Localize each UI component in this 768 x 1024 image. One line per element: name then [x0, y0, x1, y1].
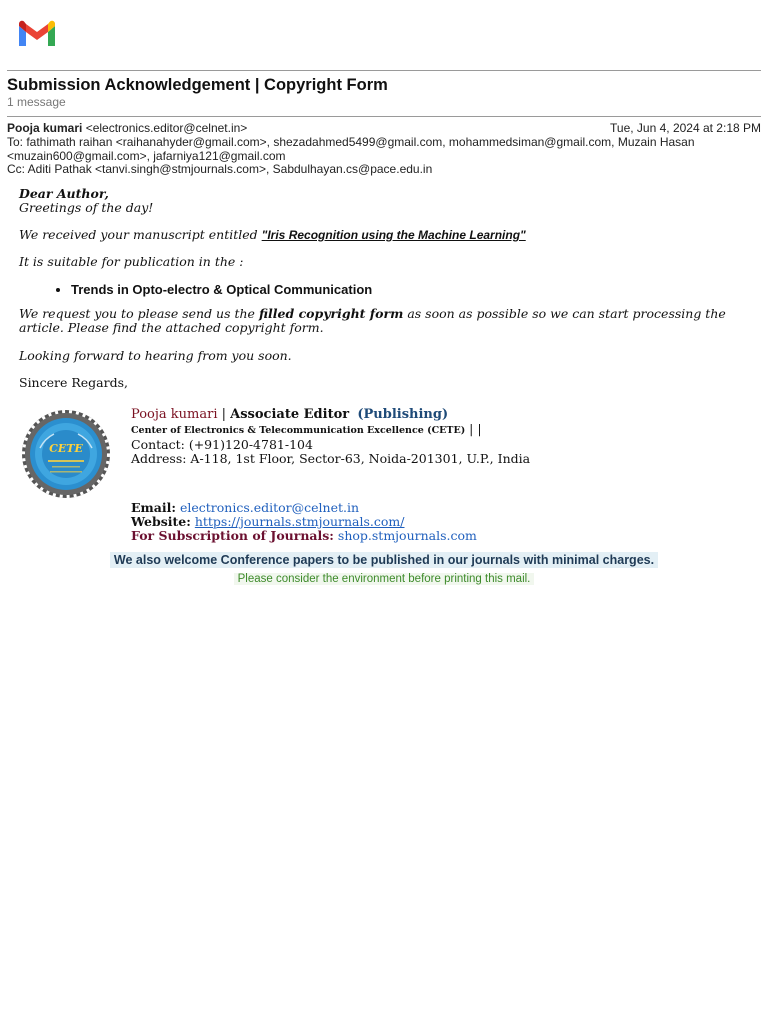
- footer-notes: [0, 551, 768, 587]
- manuscript-title[interactable]: "Iris Recognition using the Machine Learning": [261, 228, 526, 242]
- email-label: Email:: [131, 500, 176, 515]
- sig-name: Pooja kumari: [131, 407, 218, 422]
- sincere-regards: Sincere Regards,: [19, 375, 128, 390]
- recipients-to: To: fathimath raihan <raihanahyder@gmail.com>, shezadahmed5499@gmail.com, mohammedsiman@gmail.com, Muzain Hasan <muzain600@gmail.com>, jafarniya121@gmail.com: [7, 135, 695, 163]
- sig-center: Center of Electronics & Telecommunication Excellence (CETE): [131, 425, 466, 436]
- sender-name[interactable]: Pooja kumari: [7, 121, 83, 135]
- message-count: 1 message: [7, 95, 66, 109]
- request-prefix: We request you to please send us the: [19, 306, 259, 321]
- sig-publishing: (Publishing): [357, 407, 449, 422]
- sig-shop-link[interactable]: shop.stmjournals.com: [337, 528, 477, 543]
- journal-name: • Trends in Opto-electro & Optical Communication: [71, 283, 754, 297]
- journal-list: [19, 283, 754, 297]
- recipients-cc: Cc: Aditi Pathak <tanvi.singh@stmjournals.com>, Sabdulhayan.cs@pace.edu.in: [7, 162, 433, 176]
- request-suffix: as soon as possible so we can start processing the article. Please find the attached copyright form.: [19, 306, 726, 335]
- website-label: Website:: [131, 514, 191, 529]
- sig-contact: Contact: (+91)120-4781-104: [131, 437, 313, 452]
- header-divider: [7, 70, 761, 71]
- email-header: [7, 122, 761, 177]
- conference-note: We also welcome Conference papers to be published in our journals with minimal charges.: [110, 552, 658, 568]
- environment-note: Please consider the environment before printing this mail.: [234, 573, 535, 585]
- sig-center-tail: | |: [465, 421, 482, 436]
- sender-email[interactable]: <electronics.editor@celnet.in>: [85, 121, 248, 135]
- cete-seal-logo: [19, 410, 113, 498]
- signature-block: [131, 408, 530, 543]
- seal-text: CETE: [49, 442, 83, 455]
- received-prefix: We received your manuscript entitled: [19, 227, 262, 242]
- subscription-label: For Subscription of Journals:: [131, 528, 334, 543]
- email-subject: Submission Acknowledgement | Copyright Form: [7, 76, 388, 94]
- sig-address: Address: A-118, 1st Floor, Sector-63, Noida-201301, U.P., India: [131, 451, 531, 466]
- sig-email-link[interactable]: electronics.editor@celnet.in: [179, 500, 360, 515]
- email-date: Tue, Jun 4, 2024 at 2:18 PM: [610, 121, 761, 135]
- gmail-logo-icon: [16, 18, 58, 50]
- sig-separator: |: [217, 407, 231, 422]
- greeting-line: Greetings of the day!: [19, 200, 154, 215]
- sig-role: Associate Editor: [230, 407, 350, 422]
- greeting: Dear Author,: [19, 186, 109, 201]
- subject-divider: [7, 116, 761, 117]
- suitable-line: It is suitable for publication in the :: [19, 254, 244, 269]
- received-line: [19, 228, 754, 242]
- email-body: [19, 187, 754, 390]
- looking-forward: Looking forward to hearing from you soon.: [19, 348, 292, 363]
- request-bold: filled copyright form: [258, 306, 404, 321]
- sig-website-link[interactable]: https://journals.stmjournals.com/: [194, 514, 405, 529]
- request-paragraph: [19, 307, 754, 335]
